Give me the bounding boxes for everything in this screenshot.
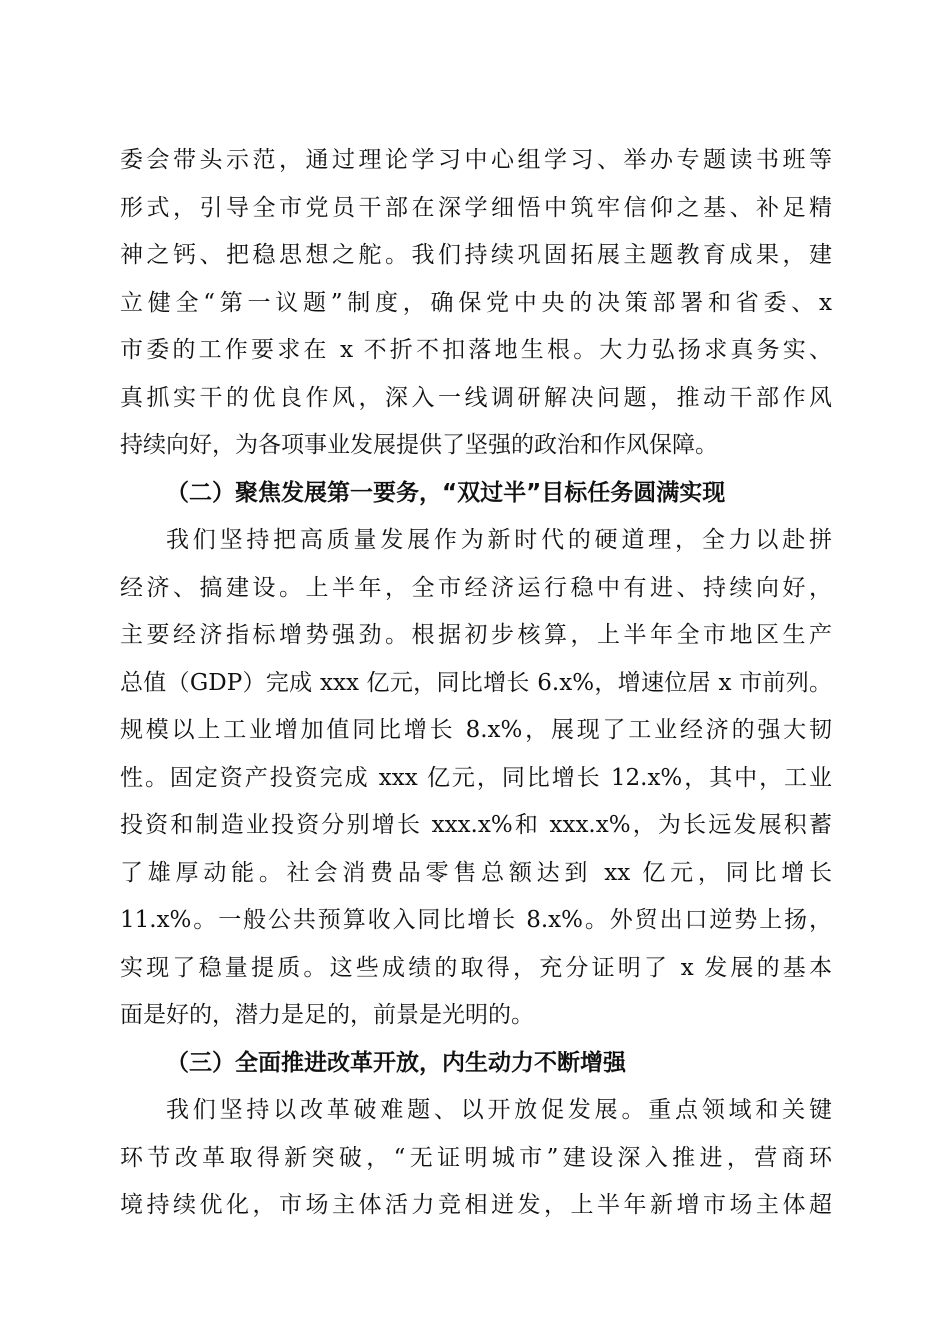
paragraph-line: 境持续优化，市场主体活力竞相迸发，上半年新增市场主体超 [120,1192,832,1218]
paragraph-line: 实现了稳量提质。这些成绩的取得，充分证明了 x 发展的基本 [120,955,832,981]
paragraph-line: 了雄厚动能。社会消费品零售总额达到 xx 亿元，同比增长 [120,860,832,886]
paragraph-line: 总值（GDP）完成 xxx 亿元，同比增长 6.x%，增速位居 x 市前列。 [120,670,832,696]
section-heading-2: （二）聚焦发展第一要务，“双过半”目标任务圆满实现 [166,480,726,506]
paragraph-line: 真抓实干的优良作风，深入一线调研解决问题，推动干部作风 [120,385,832,411]
paragraph-line: 神之钙、把稳思想之舵。我们持续巩固拓展主题教育成果，建 [120,242,832,268]
paragraph-line: 主要经济指标增势强劲。根据初步核算，上半年全市地区生产 [120,622,832,648]
paragraph-line: 形式，引导全市党员干部在深学细悟中筑牢信仰之基、补足精 [120,195,832,221]
paragraph-line: 经济、搞建设。上半年，全市经济运行稳中有进、持续向好， [120,575,832,601]
paragraph-line: 我们坚持把高质量发展作为新时代的硬道理，全力以赴拼 [166,527,832,553]
paragraph-line: 环节改革取得新突破，“无证明城市”建设深入推进，营商环 [120,1145,832,1171]
paragraph-line: 持续向好，为各项事业发展提供了坚强的政治和作风保障。 [120,432,718,458]
paragraph-line: 立健全“第一议题”制度，确保党中央的决策部署和省委、x [120,290,832,316]
paragraph-line: 我们坚持以改革破难题、以开放促发展。重点领域和关键 [166,1097,832,1123]
paragraph-line: 市委的工作要求在 x 不折不扣落地生根。大力弘扬求真务实、 [120,337,832,363]
section-heading-3: （三）全面推进改革开放，内生动力不断增强 [166,1050,626,1076]
paragraph-line: 11.x%。一般公共预算收入同比增长 8.x%。外贸出口逆势上扬， [120,907,832,933]
paragraph-line: 规模以上工业增加值同比增长 8.x%，展现了工业经济的强大韧 [120,717,832,743]
paragraph-line: 面是好的，潜力是足的，前景是光明的。 [120,1002,534,1028]
paragraph-line: 委会带头示范，通过理论学习中心组学习、举办专题读书班等 [120,147,832,173]
paragraph-line: 投资和制造业投资分别增长 xxx.x%和 xxx.x%，为长远发展积蓄 [120,812,832,838]
paragraph-line: 性。固定资产投资完成 xxx 亿元，同比增长 12.x%，其中，工业 [120,765,832,791]
